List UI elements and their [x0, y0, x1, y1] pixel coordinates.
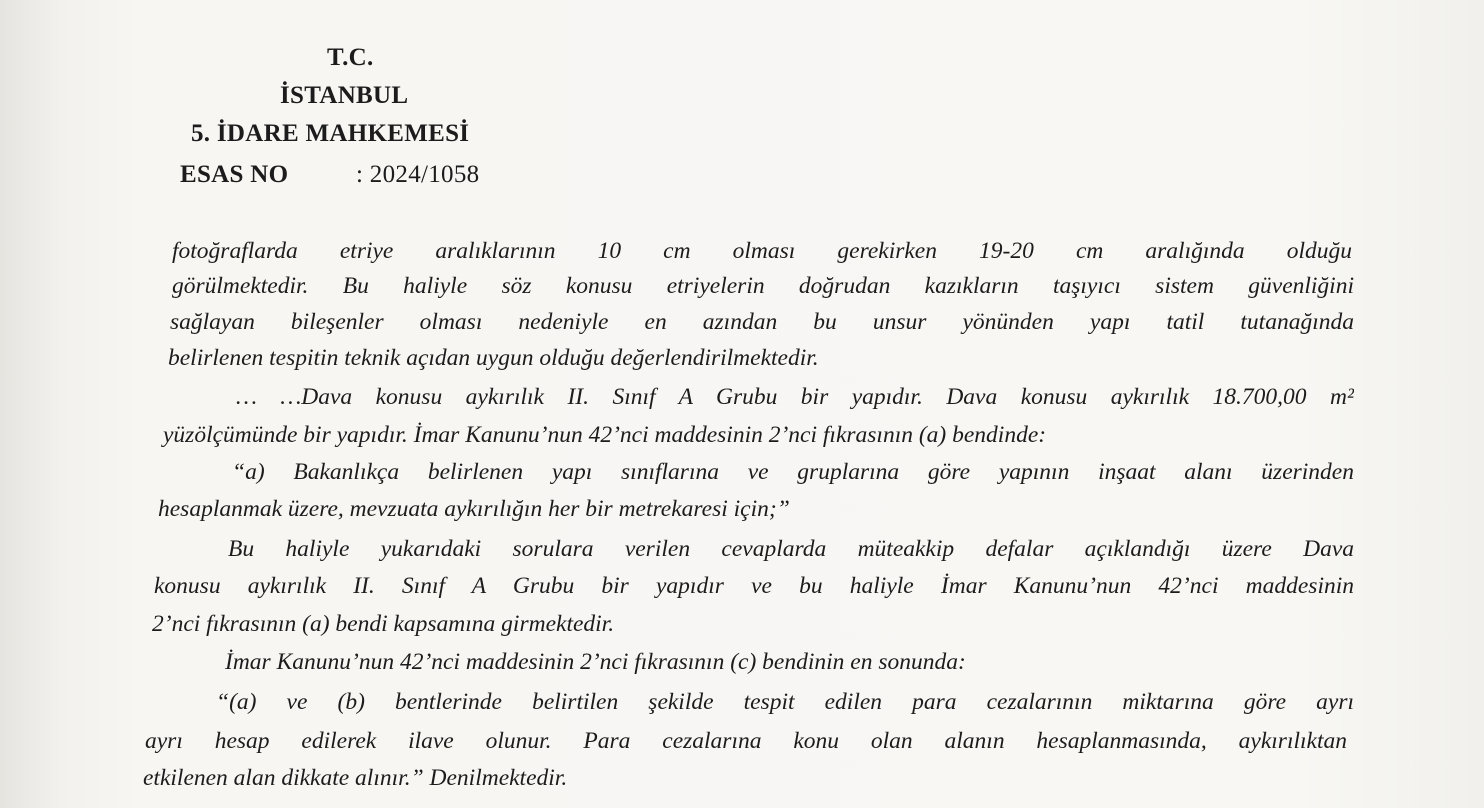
body-line-12: İmar Kanunu’nun 42’nci maddesinin 2’nci fıkrasının (c) bendinin en sonunda:	[225, 649, 966, 675]
body-line-11: 2’nci fıkrasının (a) bendi kapsamına girmektedir.	[152, 611, 615, 637]
body-line-5: … …Dava konusu aykırılık II. Sınıf A Grubu bir yapıdır. Dava konusu aykırılık 18.700,00 m²	[236, 384, 1354, 410]
body-line-7: “a) Bakanlıkça belirlenen yapı sınıflarına ve gruplarına göre yapının inşaat alanı üzerinden	[232, 459, 1354, 485]
body-line-10: konusu aykırılık II. Sınıf A Grubu bir yapıdır ve bu haliyle İmar Kanunu’nun 42’nci maddesinin	[154, 573, 1354, 599]
header-city: İSTANBUL	[280, 82, 409, 109]
header-tc: T.C.	[327, 44, 374, 71]
body-line-3: sağlayan bileşenler olması nedeniyle en azından bu unsur yönünden yapı tatil tutanağında	[170, 309, 1354, 335]
body-line-14: ayrı hesap edilerek ilave olunur. Para cezalarına konu olan alanın hesaplanmasında, aykırılıktan	[145, 728, 1347, 754]
case-number-value: : 2024/1058	[356, 161, 480, 188]
body-line-4: belirlenen tespitin teknik açıdan uygun olduğu değerlendirilmektedir.	[168, 345, 819, 371]
body-line-8: hesaplanmak üzere, mevzuata aykırılığın her bir metrekaresi için;”	[158, 496, 790, 522]
header-court: 5. İDARE MAHKEMESİ	[191, 120, 470, 147]
case-number-label: ESAS NO	[180, 161, 289, 188]
body-line-6: yüzölçümünde bir yapıdır. İmar Kanunu’nun 42’nci maddesinin 2’nci fıkrasının (a) bendinde:	[163, 422, 1047, 448]
body-line-2: görülmektedir. Bu haliyle söz konusu etriyelerin doğrudan kazıkların taşıyıcı sistem güvenliğini	[172, 273, 1354, 299]
body-line-1: fotoğraflarda etriye aralıklarının 10 cm olması gerekirken 19-20 cm aralığında olduğu	[172, 238, 1352, 264]
body-line-13: “(a) ve (b) bentlerinde belirtilen şekilde tespit edilen para cezalarının miktarına göre ayrı	[216, 689, 1354, 715]
body-line-9: Bu haliyle yukarıdaki sorulara verilen cevaplarda müteakkip defalar açıklandığı üzere Dava	[228, 536, 1354, 562]
body-line-15: etkilenen alan dikkate alınır.” Denilmektedir.	[143, 765, 568, 791]
